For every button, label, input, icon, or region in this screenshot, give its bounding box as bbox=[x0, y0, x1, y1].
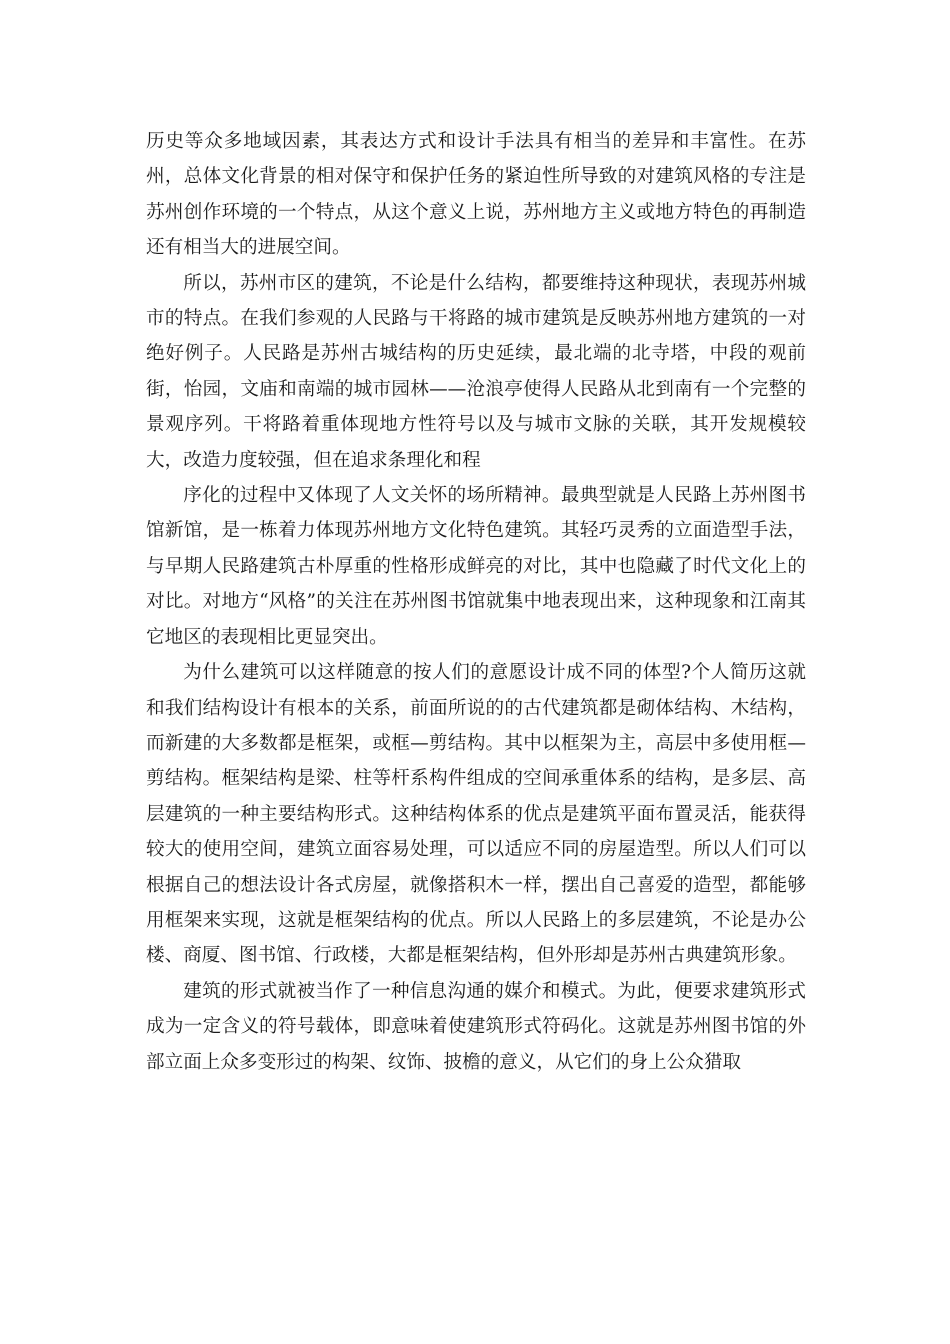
paragraph: 为什么建筑可以这样随意的按人们的意愿设计成不同的体型?个人简历这就和我们结构设计有根本的关系，前面所说的的古代建筑都是砌体结构、木结构，而新建的大多数都是框架，或框—剪结构。其中以框架为主，高层中多使用框—剪结构。框架结构是梁、柱等杆系构件组成的空间承重体系的结构，是多层、高层建筑的一种主要结构形式。这种结构体系的优点是建筑平面布置灵活，能获得较大的使用空间，建筑立面容易处理，可以适应不同的房屋造型。所以人们可以根据自己的想法设计各式房屋，就像搭积木一样，摆出自己喜爱的造型，都能够用框架来实现，这就是框架结构的优点。所以人民路上的多层建筑，不论是办公楼、商厦、图书馆、行政楼，大都是框架结构，但外形却是苏州古典建筑形象。 bbox=[146, 662, 806, 967]
paragraph: 序化的过程中又体现了人文关怀的场所精神。最典型就是人民路上苏州图书馆新馆，是一栋着力体现苏州地方文化特色建筑。其轻巧灵秀的立面造型手法，与早期人民路建筑古朴厚重的性格形成鲜亮的对比，其中也隐藏了时代文化上的对比。对地方“风格”的关注在苏州图书馆就集中地表现出来，这种现象和江南其它地区的表现相比更显突出。 bbox=[146, 485, 806, 648]
paragraph-continuation: 历史等众多地域因素，其表达方式和设计手法具有相当的差异和丰富性。在苏州，总体文化背景的相对保守和保护任务的紧迫性所导致的对建筑风格的专注是苏州创作环境的一个特点，从这个意义上说，苏州地方主义或地方特色的再制造还有相当大的进展空间。 bbox=[146, 131, 806, 259]
paragraph: 建筑的形式就被当作了一种信息沟通的媒介和模式。为此，便要求建筑形式成为一定含义的符号载体，即意味着使建筑形式符码化。这就是苏州图书馆的外部立面上众多变形过的构架、纹饰、披檐的意义，从它们的身上公众猎取 bbox=[146, 980, 806, 1073]
document-body bbox=[146, 124, 806, 1080]
paragraph: 所以，苏州市区的建筑，不论是什么结构，都要维持这种现状，表现苏州城市的特点。在我们参观的人民路与干将路的城市建筑是反映苏州地方建筑的一对绝好例子。人民路是苏州古城结构的历史延续，最北端的北寺塔，中段的观前街，怡园，文庙和南端的城市园林——沧浪亭使得人民路从北到南有一个完整的景观序列。干将路着重体现地方性符号以及与城市文脉的关联，其开发规模较大，改造力度较强，但在追求条理化和程 bbox=[146, 272, 806, 471]
